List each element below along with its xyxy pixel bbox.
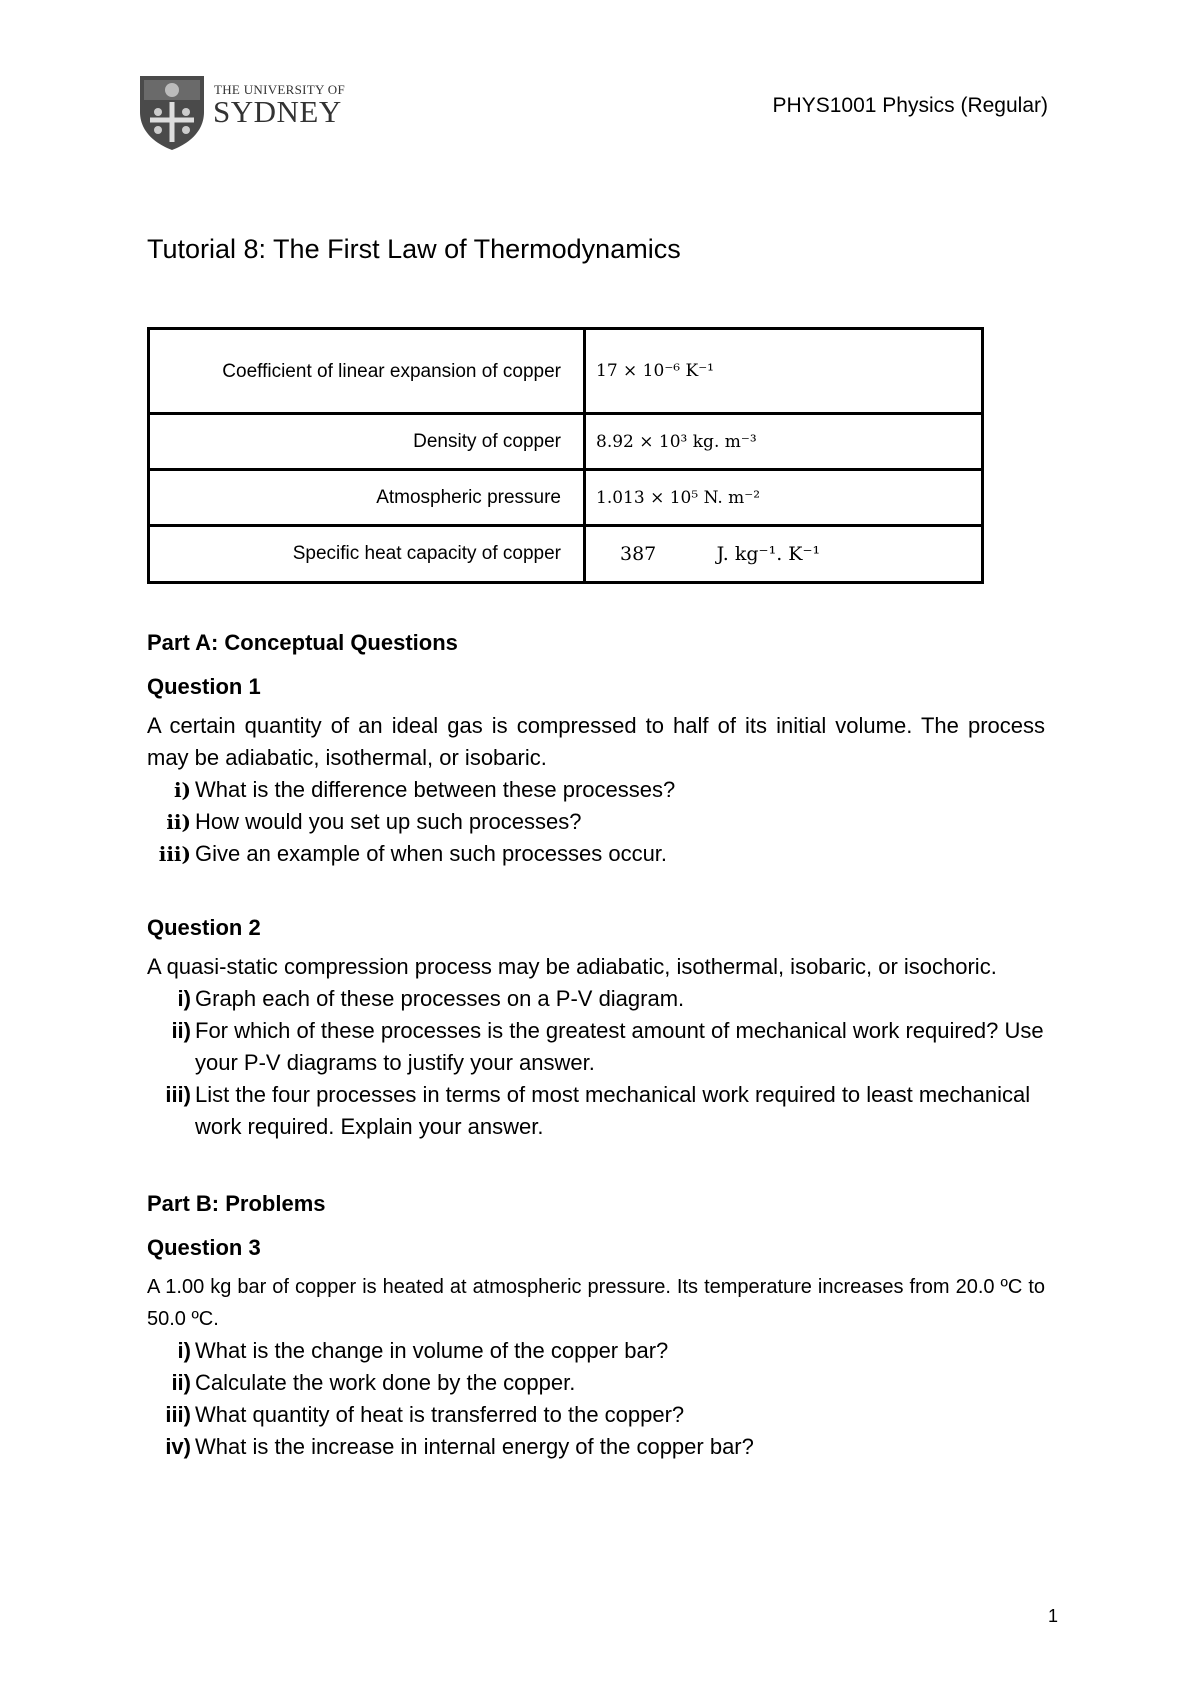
constant-value: 17 × 10⁻⁶ K⁻¹ — [585, 329, 983, 414]
question-3-heading: Question 3 — [147, 1235, 261, 1260]
question-3-items — [147, 1335, 1045, 1463]
constant-label: Specific heat capacity of copper — [149, 526, 585, 583]
constant-label: Density of copper — [149, 414, 585, 470]
list-item: iv) What is the increase in internal energy of the copper bar? — [165, 1434, 754, 1459]
table-row — [149, 329, 983, 414]
part-b-heading: Part B: Problems — [147, 1191, 326, 1216]
logo-text-small: THE UNIVERSITY OF — [214, 82, 345, 97]
table-row — [149, 526, 983, 583]
question-2-text: A quasi-static compression process may be adiabatic, isothermal, isobaric, or isochoric. — [147, 954, 997, 979]
question-1-text: A certain quantity of an ideal gas is compressed to half of its initial volume. The process may be adiabatic, isothermal, or isobaric. — [147, 713, 1045, 770]
constant-value: 8.92 × 10³ kg. m⁻³ — [585, 414, 983, 470]
question-2-heading: Question 2 — [147, 915, 261, 940]
page-number: 1 — [1048, 1606, 1059, 1626]
list-item: i) What is the change in volume of the copper bar? — [177, 1338, 669, 1363]
document-body — [147, 630, 1045, 1463]
constant-value: 1.013 × 10⁵ N. m⁻² — [585, 470, 983, 526]
logo-text-big: SYDNEY — [213, 94, 342, 129]
list-item: iii) List the four processes in terms of most mechanical work required to least mechanical work required. Explain your answer. — [165, 1082, 1031, 1139]
page-title: Tutorial 8: The First Law of Thermodynamics — [147, 234, 681, 264]
question-2-items — [147, 983, 1045, 1143]
constant-label: Coefficient of linear expansion of copper — [149, 329, 585, 414]
constant-label: Atmospheric pressure — [149, 470, 585, 526]
constants-table — [147, 327, 984, 584]
course-name: PHYS1001 Physics (Regular) — [772, 94, 1048, 117]
list-item: i) Graph each of these processes on a P-V diagram. — [177, 986, 685, 1011]
part-a-heading: Part A: Conceptual Questions — [147, 630, 458, 655]
university-logo — [128, 62, 348, 152]
table-row — [149, 470, 983, 526]
list-item: ii) How would you set up such processes? — [166, 809, 582, 834]
list-item: i) What is the difference between these processes? — [173, 777, 676, 802]
question-3-text: A 1.00 kg bar of copper is heated at atmospheric pressure. Its temperature increases from 20.0 ºC to 50.0 ºC. — [147, 1276, 1045, 1330]
table-row — [149, 414, 983, 470]
list-item: ii) Calculate the work done by the copper. — [171, 1370, 576, 1395]
list-item: ii) For which of these processes is the greatest amount of mechanical work required? Use your P-V diagrams to justify your answer. — [171, 1018, 1044, 1075]
constant-value: 387 J. kg⁻¹. K⁻¹ — [585, 526, 983, 583]
university-crest-icon — [136, 72, 208, 152]
list-item: iii) Give an example of when such processes occur. — [158, 841, 668, 866]
question-1-heading: Question 1 — [147, 674, 261, 699]
list-item: iii) What quantity of heat is transferred to the copper? — [165, 1402, 685, 1427]
question-1-items — [147, 774, 1045, 870]
